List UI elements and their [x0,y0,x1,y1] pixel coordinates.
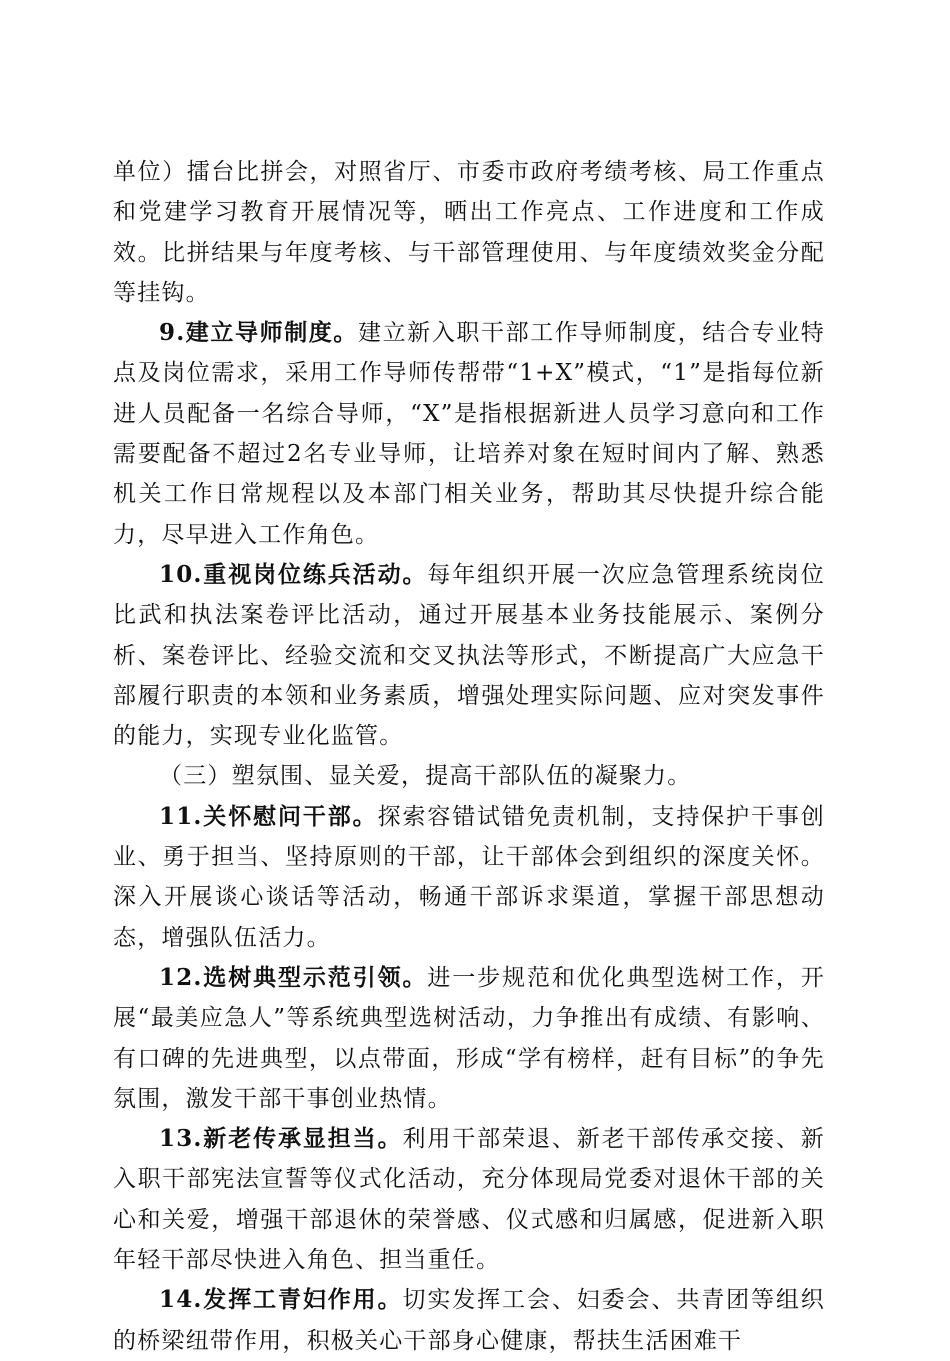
item-heading: 12.选树典型示范引领。 [159,963,428,991]
item-heading: 14.发挥工青妇作用。 [159,1286,403,1314]
paragraph-item-11 [113,797,825,958]
item-heading: 9.建立导师制度。 [159,319,359,347]
item-heading: 10.重视岗位练兵活动。 [159,560,428,588]
paragraph-item-14 [113,1280,825,1361]
paragraph-text: 利用干部荣退、新老干部传承交接、新入职干部宪法宣誓等仪式化活动，充分体现局党委对退休干部的关心和关爱，增强干部退休的荣誉感、仪式感和归属感，促进新入职年轻干部尽快进入角色、担当重任。 [113,1126,826,1274]
paragraph-item-10 [113,555,825,756]
paragraph-text: 每年组织开展一次应急管理系统岗位比武和执法案卷评比活动，通过开展基本业务技能展示、案例分析、案卷评比、经验交流和交叉执法等形式，不断提高广大应急干部履行职责的本领和业务素质，增强处理实际问题、应对突发事件的能力，实现专业化监管。 [113,561,826,750]
paragraph-text: 切实发挥工会、妇委会、共青团等组织的桥梁纽带作用，积极关心干部身心健康，帮扶生活困难干 [113,1287,826,1354]
paragraph-continuation [113,152,825,313]
item-heading: 13.新老传承显担当。 [159,1125,403,1153]
paragraph-item-9 [113,313,825,555]
section-heading-3 [113,756,825,796]
section-heading-text: （三）塑氛围、显关爱，提高干部队伍的凝聚力。 [159,763,692,790]
paragraph-item-13 [113,1119,825,1280]
item-heading: 11.关怀慰问干部。 [159,802,378,830]
paragraph-item-12 [113,958,825,1119]
paragraph-text: 单位）擂台比拼会，对照省厅、市委市政府考绩考核、局工作重点和党建学习教育开展情况等，晒出工作亮点、工作进度和工作成效。比拼结果与年度考核、与干部管理使用、与年度绩效奖金分配等挂钩。 [113,159,825,306]
document-page [113,152,825,1361]
paragraph-text: 探索容错试错免责机制，支持保护干事创业、勇于担当、坚持原则的干部，让干部体会到组织的深度关怀。深入开展谈心谈话等活动，畅通干部诉求渠道，掌握干部思想动态，增强队伍活力。 [113,803,825,951]
paragraph-text: 进一步规范和优化典型选树工作，开展“最美应急人”等系统典型选树活动，力争推出有成绩、有影响、有口碑的先进典型，以点带面，形成“学有榜样，赶有目标”的争先氛围，激发干部干事创业热情。 [113,964,826,1112]
paragraph-text: 建立新入职干部工作导师制度，结合专业特点及岗位需求，采用工作导师传帮带“1+X”模式，“1”是指每位新进人员配备一名综合导师，“X”是指根据新进人员学习意向和工作需要配备不超过2名专业导师，让培养对象在短时间内了解、熟悉机关工作日常规程以及本部门相关业务，帮助其尽快提升综合能力，尽早进入工作角色。 [113,320,825,548]
